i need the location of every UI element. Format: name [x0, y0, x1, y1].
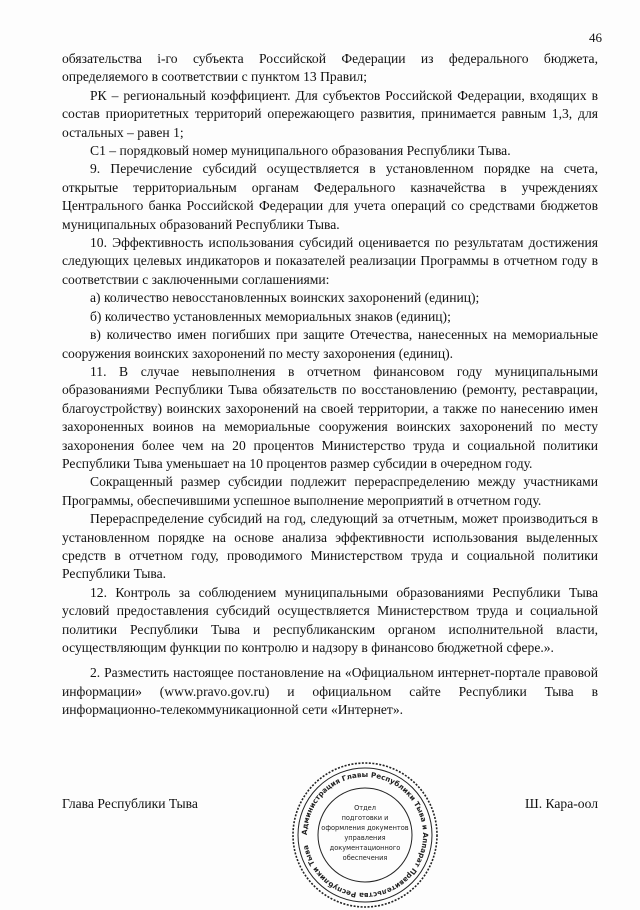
seal-center-line: подготовки и — [341, 814, 389, 822]
paragraph: 9. Перечисление субсидий осуществляется в установленном порядке на счета, открытые территориальным органам Федерального казначейства в учреждениях Центрального банка Российской Федерации для учета операций со средствами бюджетов муниципальных образований Республики Тыва. — [62, 161, 598, 232]
seal-center-line: Отдел — [354, 804, 376, 812]
signatory-name: Ш. Кара-оол — [525, 796, 598, 811]
paragraph: обязательства i-го субъекта Российской Федерации из федерального бюджета, определяемого в соответствии с пунктом 13 Правил; — [62, 51, 598, 85]
document-body — [62, 50, 598, 720]
page-number: 46 — [589, 30, 602, 45]
seal-center-line: оформления документов — [321, 824, 409, 832]
paragraph: 2. Разместить настоящее постановление на «Официальном интернет-портале правовой информации» (www.pravo.gov.ru) и официальном сайте Республики Тыва в информационно-телекоммуникационной сети «Интернет». — [62, 665, 598, 718]
seal-center-line: управления — [344, 834, 386, 842]
paragraph: Перераспределение субсидий на год, следующий за отчетным, может производиться в установленном порядке на основе анализа эффективности использования выделенных средств в отчетном году, проводимого Министерством труда и социальной политики Республики Тыва. — [62, 511, 598, 582]
paragraph: б) количество установленных мемориальных знаков (единиц); — [90, 308, 451, 324]
seal-center-line: обеспечения — [342, 854, 388, 862]
signatory-title: Глава Республики Тыва — [62, 796, 198, 811]
paragraph: Сокращенный размер субсидии подлежит перераспределению между участниками Программы, обеспечившими успешное выполнение мероприятий в отчетном году. — [62, 474, 598, 508]
paragraph: 12. Контроль за соблюдением муниципальными образованиями Республики Тыва условий предоставления субсидий осуществляется Министерством труда и социальной политики Республики Тыва и республиканским органом исполнительной власти, осуществляющим функции по контролю и надзору в финансово бюджетной сфере.». — [62, 584, 598, 655]
paragraph: С1 – порядковый номер муниципального образования Республики Тыва. — [90, 143, 511, 159]
paragraph: 10. Эффективность использования субсидий оценивается по результатам достижения следующих целевых индикаторов и показателей реализации Программы в отчетном году в соответствии с заключенными соглашениями: — [62, 235, 598, 287]
official-seal-stamp — [290, 760, 440, 910]
paragraph: а) количество невосстановленных воинских захоронений (единиц); — [90, 290, 480, 306]
paragraph: РК – региональный коэффициент. Для субъектов Российской Федерации, входящих в состав приоритетных территорий опережающего развития, принимается равным 1,3, для остальных – равен 1; — [62, 87, 598, 140]
seal-center-line: документационного — [329, 844, 401, 852]
seal-ring-text: Администрация Главы Республики Тыва и Аппарат Правительства Республики Тыва — [299, 769, 431, 901]
paragraph: в) количество имен погибших при защите Отечества, нанесенных на мемориальные сооружения воинских захоронений по месту захоронения (единиц). — [62, 327, 598, 361]
paragraph: 11. В случае невыполнения в отчетном финансовом году муниципальными образованиями Республики Тыва обязательств по восстановлению (ремонту, реставрации, благоустройству) воинских захоронений на своей территории, а также по нанесению имен захороненных воинов на мемориальные сооружения воинских захоронений по месту захоронения более чем на 20 процентов Министерство труда и социальной политики Республики Тыва уменьшает на 10 процентов размер субсидии в очередном году. — [62, 363, 598, 471]
